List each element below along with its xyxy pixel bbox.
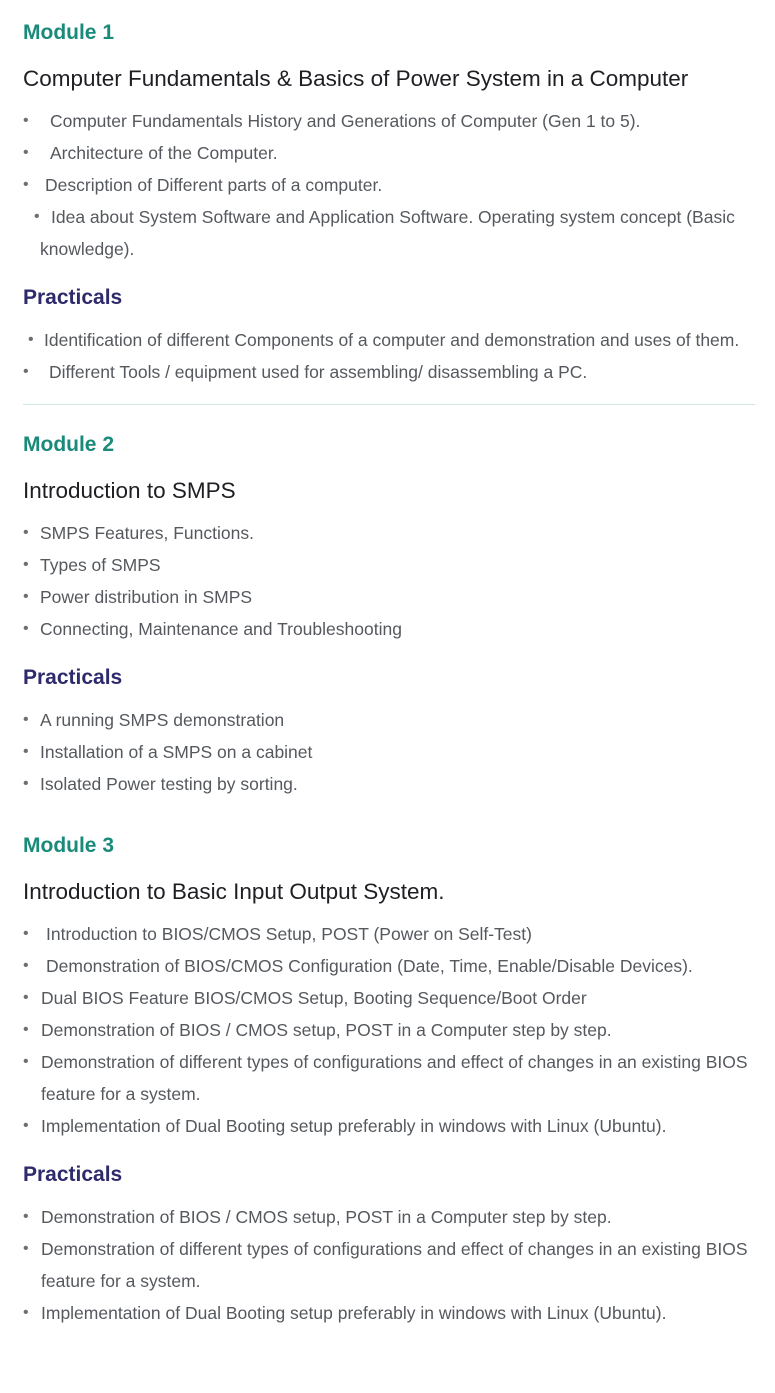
list-item: • Installation of a SMPS on a cabinet	[23, 736, 755, 768]
list-item: • Introduction to BIOS/CMOS Setup, POST (Power on Self-Test)	[23, 918, 755, 950]
list-item: • Demonstration of different types of configurations and effect of changes in an existing BIOS feature for a system.	[23, 1233, 755, 1297]
list-item: • Demonstration of BIOS/CMOS Configuration (Date, Time, Enable/Disable Devices).	[23, 950, 755, 982]
module-title: Introduction to Basic Input Output System.	[23, 879, 445, 904]
module-title: Computer Fundamentals & Basics of Power System in a Computer	[23, 66, 689, 91]
list-item: • Different Tools / equipment used for assembling/ disassembling a PC.	[23, 356, 755, 388]
list-item: • Architecture of the Computer.	[23, 137, 755, 169]
list-item: • Implementation of Dual Booting setup preferably in windows with Linux (Ubuntu).	[23, 1297, 755, 1329]
list-item: • Demonstration of BIOS / CMOS setup, POST in a Computer step by step.	[23, 1201, 755, 1233]
practicals-list	[23, 1201, 755, 1329]
list-item: • Power distribution in SMPS	[23, 581, 755, 613]
list-item: • Isolated Power testing by sorting.	[23, 768, 755, 800]
module-label: Module 3	[23, 834, 115, 857]
module-label: Module 2	[23, 433, 115, 456]
list-item: • Identification of different Components of a computer and demonstration and uses of them.	[23, 324, 755, 356]
list-item: • Connecting, Maintenance and Troubleshooting	[23, 613, 755, 645]
list-item: • Idea about System Software and Application Software. Operating system concept (Basic knowledge).	[23, 201, 755, 265]
module-label: Module 1	[23, 21, 115, 44]
topic-list	[23, 105, 755, 265]
list-item: • Dual BIOS Feature BIOS/CMOS Setup, Booting Sequence/Boot Order	[23, 982, 755, 1014]
practicals-heading: Practicals	[23, 286, 123, 309]
module-2-section	[23, 405, 755, 800]
list-item: • Types of SMPS	[23, 549, 755, 581]
practicals-list	[23, 324, 755, 388]
practicals-heading: Practicals	[23, 666, 123, 689]
list-item: • SMPS Features, Functions.	[23, 517, 755, 549]
practicals-heading: Practicals	[23, 1163, 123, 1186]
list-item: • A running SMPS demonstration	[23, 704, 755, 736]
list-item: • Demonstration of BIOS / CMOS setup, POST in a Computer step by step.	[23, 1014, 755, 1046]
topic-list	[23, 918, 755, 1142]
module-title: Introduction to SMPS	[23, 478, 236, 503]
list-item: • Demonstration of different types of configurations and effect of changes in an existing BIOS feature for a system.	[23, 1046, 755, 1110]
list-item: • Computer Fundamentals History and Generations of Computer (Gen 1 to 5).	[23, 105, 755, 137]
list-item: • Implementation of Dual Booting setup preferably in windows with Linux (Ubuntu).	[23, 1110, 755, 1142]
module-3-section	[23, 800, 755, 1329]
practicals-list	[23, 704, 755, 800]
module-1-section	[23, 0, 755, 388]
list-item: • Description of Different parts of a computer.	[23, 169, 755, 201]
topic-list	[23, 517, 755, 645]
